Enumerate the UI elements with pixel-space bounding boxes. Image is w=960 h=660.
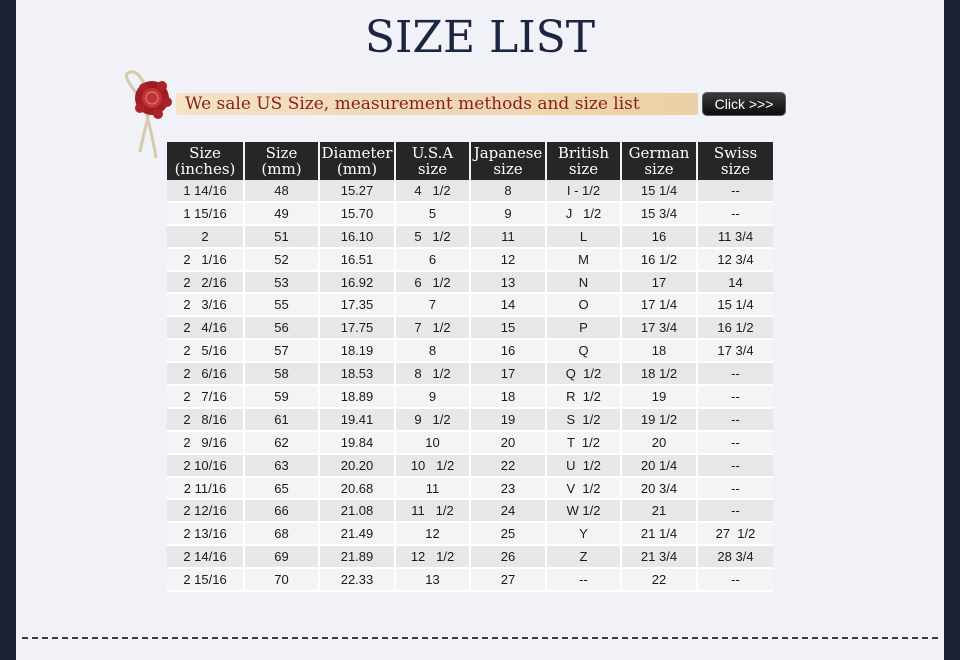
column-header-line: (mm) xyxy=(261,160,302,178)
table-cell: 9 1/2 xyxy=(395,408,470,431)
column-header-line: (inches) xyxy=(174,160,236,178)
table-cell: -- xyxy=(697,568,773,591)
table-cell: 6 xyxy=(395,248,470,271)
table-cell: 16 xyxy=(621,225,697,248)
table-cell: 20 xyxy=(621,431,697,454)
table-cell: 20.68 xyxy=(319,477,395,500)
table-cell: 7 1/2 xyxy=(395,316,470,339)
table-cell: 20.20 xyxy=(319,454,395,477)
table-row xyxy=(167,499,773,522)
table-cell: 70 xyxy=(244,568,319,591)
table-cell: 13 xyxy=(470,271,546,294)
table-cell: 56 xyxy=(244,316,319,339)
info-banner xyxy=(176,93,698,115)
table-cell: 8 1/2 xyxy=(395,362,470,385)
table-cell: 28 3/4 xyxy=(697,545,773,568)
table-cell: 59 xyxy=(244,385,319,408)
table-cell: 5 xyxy=(395,202,470,225)
table-row xyxy=(167,339,773,362)
table-cell: 12 xyxy=(395,522,470,545)
table-cell: P xyxy=(546,316,621,339)
table-cell: 18 xyxy=(470,385,546,408)
page-title: SIZE LIST xyxy=(364,12,596,63)
table-cell: 11 xyxy=(470,225,546,248)
table-row xyxy=(167,454,773,477)
table-cell: 13 xyxy=(395,568,470,591)
table-cell: 22 xyxy=(470,454,546,477)
table-cell: 61 xyxy=(244,408,319,431)
table-cell: 49 xyxy=(244,202,319,225)
table-cell: 26 xyxy=(470,545,546,568)
table-cell: 18 xyxy=(621,339,697,362)
table-cell: -- xyxy=(697,499,773,522)
table-cell: 17 1/4 xyxy=(621,293,697,316)
table-cell: 25 xyxy=(470,522,546,545)
column-header xyxy=(470,142,546,180)
table-cell: 17.75 xyxy=(319,316,395,339)
table-cell: 17.35 xyxy=(319,293,395,316)
table-cell: 2 11/16 xyxy=(167,477,244,500)
table-cell: -- xyxy=(697,477,773,500)
column-header-line: size xyxy=(568,160,599,178)
table-cell: -- xyxy=(697,180,773,202)
table-cell: 14 xyxy=(697,271,773,294)
table-row xyxy=(167,293,773,316)
table-cell: 68 xyxy=(244,522,319,545)
table-cell: 24 xyxy=(470,499,546,522)
table-cell: 16.10 xyxy=(319,225,395,248)
table-row xyxy=(167,545,773,568)
table-cell: U 1/2 xyxy=(546,454,621,477)
table-cell: 10 xyxy=(395,431,470,454)
table-cell: 20 1/4 xyxy=(621,454,697,477)
table-cell: 2 14/16 xyxy=(167,545,244,568)
table-cell: -- xyxy=(697,454,773,477)
column-header-line: size xyxy=(644,160,674,178)
size-table xyxy=(167,142,773,592)
table-cell: 51 xyxy=(244,225,319,248)
column-header xyxy=(319,142,395,180)
table-cell: -- xyxy=(697,362,773,385)
table-cell: -- xyxy=(546,568,621,591)
table-cell: 1 15/16 xyxy=(167,202,244,225)
table-cell: 10 1/2 xyxy=(395,454,470,477)
table-row xyxy=(167,248,773,271)
table-cell: 7 xyxy=(395,293,470,316)
table-cell: 12 1/2 xyxy=(395,545,470,568)
table-cell: 12 xyxy=(470,248,546,271)
table-cell: 27 1/2 xyxy=(697,522,773,545)
table-cell: 2 7/16 xyxy=(167,385,244,408)
table-cell: 16.92 xyxy=(319,271,395,294)
table-row xyxy=(167,316,773,339)
table-cell: 15.70 xyxy=(319,202,395,225)
table-cell: 2 10/16 xyxy=(167,454,244,477)
column-header-line: German xyxy=(628,144,690,162)
table-cell: 2 4/16 xyxy=(167,316,244,339)
table-cell: 6 1/2 xyxy=(395,271,470,294)
table-cell: 2 15/16 xyxy=(167,568,244,591)
table-cell: 16 1/2 xyxy=(621,248,697,271)
table-cell: 17 3/4 xyxy=(697,339,773,362)
table-row xyxy=(167,568,773,591)
table-cell: 2 3/16 xyxy=(167,293,244,316)
table-cell: 2 5/16 xyxy=(167,339,244,362)
table-cell: J 1/2 xyxy=(546,202,621,225)
table-cell: 11 3/4 xyxy=(697,225,773,248)
table-row xyxy=(167,522,773,545)
table-row xyxy=(167,408,773,431)
table-cell: 21 xyxy=(621,499,697,522)
table-cell: 9 xyxy=(395,385,470,408)
table-cell: 22.33 xyxy=(319,568,395,591)
column-header-line: Diameter xyxy=(321,144,393,162)
table-cell: -- xyxy=(697,408,773,431)
table-row xyxy=(167,362,773,385)
table-cell: 17 xyxy=(470,362,546,385)
table-header-row xyxy=(167,142,773,180)
table-cell: 15 xyxy=(470,316,546,339)
table-row xyxy=(167,431,773,454)
table-cell: 5 1/2 xyxy=(395,225,470,248)
table-cell: 21 1/4 xyxy=(621,522,697,545)
column-header xyxy=(244,142,319,180)
table-cell: 1 14/16 xyxy=(167,180,244,202)
table-cell: L xyxy=(546,225,621,248)
table-cell: 4 1/2 xyxy=(395,180,470,202)
banner-text: We sale US Size, measurement methods and size list xyxy=(185,94,640,114)
table-cell: 15.27 xyxy=(319,180,395,202)
table-cell: 27 xyxy=(470,568,546,591)
table-cell: -- xyxy=(697,202,773,225)
table-cell: 62 xyxy=(244,431,319,454)
table-cell: 19 xyxy=(470,408,546,431)
table-cell: 53 xyxy=(244,271,319,294)
table-cell: 15 1/4 xyxy=(621,180,697,202)
table-cell: 9 xyxy=(470,202,546,225)
column-header xyxy=(395,142,470,180)
table-cell: 18.19 xyxy=(319,339,395,362)
table-row xyxy=(167,477,773,500)
table-cell: I - 1/2 xyxy=(546,180,621,202)
table-cell: 52 xyxy=(244,248,319,271)
table-cell: 66 xyxy=(244,499,319,522)
table-cell: 15 1/4 xyxy=(697,293,773,316)
dashed-divider xyxy=(22,637,938,639)
table-cell: 16 xyxy=(470,339,546,362)
table-cell: Q 1/2 xyxy=(546,362,621,385)
table-row xyxy=(167,385,773,408)
column-header-line: Swiss xyxy=(713,144,758,162)
table-cell: 58 xyxy=(244,362,319,385)
column-header-line: British xyxy=(557,144,610,162)
table-cell: 2 xyxy=(167,225,244,248)
table-cell: Y xyxy=(546,522,621,545)
table-cell: 21.89 xyxy=(319,545,395,568)
table-cell: 12 3/4 xyxy=(697,248,773,271)
table-cell: 57 xyxy=(244,339,319,362)
table-cell: M xyxy=(546,248,621,271)
table-cell: 2 13/16 xyxy=(167,522,244,545)
column-header xyxy=(546,142,621,180)
table-cell: T 1/2 xyxy=(546,431,621,454)
column-header-line: size xyxy=(417,160,448,178)
table-cell: 19 1/2 xyxy=(621,408,697,431)
table-row xyxy=(167,202,773,225)
table-cell: 11 xyxy=(395,477,470,500)
table-cell: 19.84 xyxy=(319,431,395,454)
table-cell: 20 3/4 xyxy=(621,477,697,500)
column-header xyxy=(621,142,697,180)
table-cell: S 1/2 xyxy=(546,408,621,431)
table-cell: 55 xyxy=(244,293,319,316)
table-row xyxy=(167,180,773,202)
table-cell: 16.51 xyxy=(319,248,395,271)
table-row xyxy=(167,225,773,248)
table-cell: 2 2/16 xyxy=(167,271,244,294)
table-cell: 16 1/2 xyxy=(697,316,773,339)
table-cell: -- xyxy=(697,385,773,408)
table-cell: 8 xyxy=(470,180,546,202)
column-header-line: Japanese xyxy=(473,144,543,162)
table-cell: 2 8/16 xyxy=(167,408,244,431)
table-cell: N xyxy=(546,271,621,294)
table-cell: Z xyxy=(546,545,621,568)
table-cell: 8 xyxy=(395,339,470,362)
table-cell: 2 12/16 xyxy=(167,499,244,522)
column-header-line: (mm) xyxy=(336,160,378,178)
table-cell: 18.89 xyxy=(319,385,395,408)
table-cell: 11 1/2 xyxy=(395,499,470,522)
table-cell: R 1/2 xyxy=(546,385,621,408)
table-cell: 18 1/2 xyxy=(621,362,697,385)
table-cell: 21.49 xyxy=(319,522,395,545)
table-cell: 18.53 xyxy=(319,362,395,385)
table-cell: 65 xyxy=(244,477,319,500)
table-cell: 23 xyxy=(470,477,546,500)
table-cell: Q xyxy=(546,339,621,362)
column-header xyxy=(167,142,244,180)
column-header-line: Size xyxy=(189,144,221,162)
column-header-line: size xyxy=(720,160,751,178)
column-header-line: U.S.A xyxy=(411,144,454,162)
table-cell: 15 3/4 xyxy=(621,202,697,225)
table-cell: W 1/2 xyxy=(546,499,621,522)
table-body xyxy=(167,180,773,591)
table-cell: 17 3/4 xyxy=(621,316,697,339)
table-cell: O xyxy=(546,293,621,316)
table-cell: 19.41 xyxy=(319,408,395,431)
table-cell: 69 xyxy=(244,545,319,568)
column-header xyxy=(697,142,773,180)
table-cell: 2 1/16 xyxy=(167,248,244,271)
table-cell: 21.08 xyxy=(319,499,395,522)
table-cell: 14 xyxy=(470,293,546,316)
table-cell: 17 xyxy=(621,271,697,294)
table-cell: 2 9/16 xyxy=(167,431,244,454)
table-cell: 19 xyxy=(621,385,697,408)
table-cell: 63 xyxy=(244,454,319,477)
table-cell: 20 xyxy=(470,431,546,454)
table-cell: V 1/2 xyxy=(546,477,621,500)
click-button[interactable]: Click >>> xyxy=(702,92,786,116)
table-cell: 21 3/4 xyxy=(621,545,697,568)
table-cell: -- xyxy=(697,431,773,454)
table-cell: 2 6/16 xyxy=(167,362,244,385)
table-cell: 48 xyxy=(244,180,319,202)
column-header-line: Size xyxy=(265,144,298,162)
table-row xyxy=(167,271,773,294)
column-header-line: size xyxy=(493,160,523,178)
table-cell: 22 xyxy=(621,568,697,591)
